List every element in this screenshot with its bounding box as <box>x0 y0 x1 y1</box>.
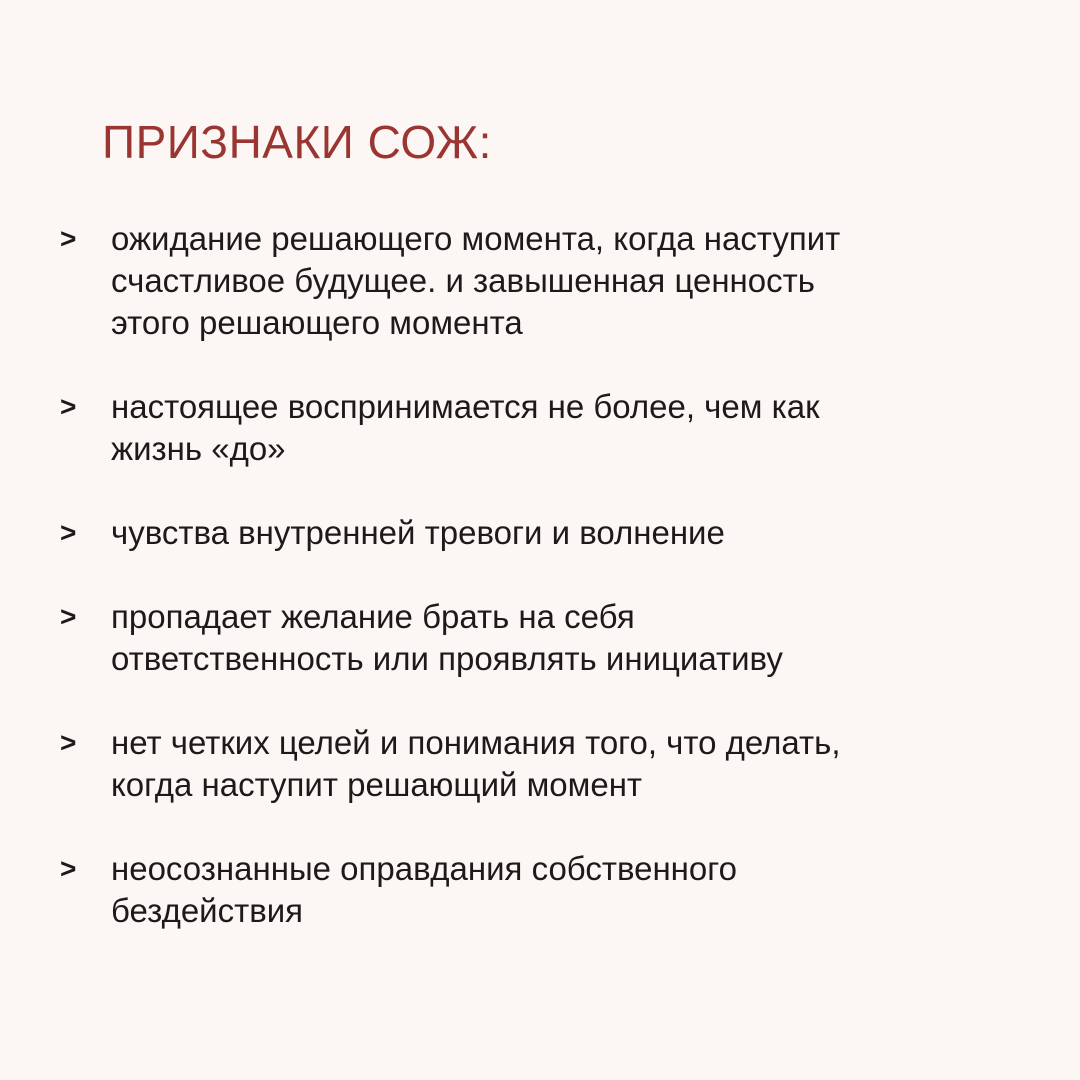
chevron-right-icon: > <box>60 223 77 254</box>
item-text-line: этого решающего момента <box>111 304 523 341</box>
item-text-line: чувства внутренней тревоги и волнение <box>111 514 725 551</box>
item-text-line: ожидание решающего момента, когда наступит <box>111 220 841 257</box>
item-text-line: бездействия <box>111 892 304 929</box>
chevron-right-icon: > <box>60 517 77 548</box>
chevron-right-icon: > <box>60 601 77 632</box>
item-text-line: счастливое будущее. и завышенная ценность <box>111 262 815 299</box>
item-text-line: пропадает желание брать на себя <box>111 598 635 635</box>
item-text-line: настоящее воспринимается не более, чем как <box>111 388 820 425</box>
item-text-line: нет четких целей и понимания того, что делать, <box>111 724 841 761</box>
chevron-right-icon: > <box>60 727 77 758</box>
chevron-right-icon: > <box>60 853 77 884</box>
chevron-right-icon: > <box>60 391 77 422</box>
item-text-line: жизнь «до» <box>111 430 286 467</box>
list-item <box>60 596 1020 680</box>
signs-list <box>60 218 1020 974</box>
list-item <box>60 218 1020 344</box>
item-text-line: когда наступит решающий момент <box>111 766 643 803</box>
item-text-line: ответственность или проявлять инициативу <box>111 640 783 677</box>
list-item <box>60 386 1020 470</box>
list-item <box>60 848 1020 932</box>
page-title: ПРИЗНАКИ СОЖ: <box>102 116 492 168</box>
list-item <box>60 722 1020 806</box>
item-text-line: неосознанные оправдания собственного <box>111 850 737 887</box>
list-item <box>60 512 1020 554</box>
